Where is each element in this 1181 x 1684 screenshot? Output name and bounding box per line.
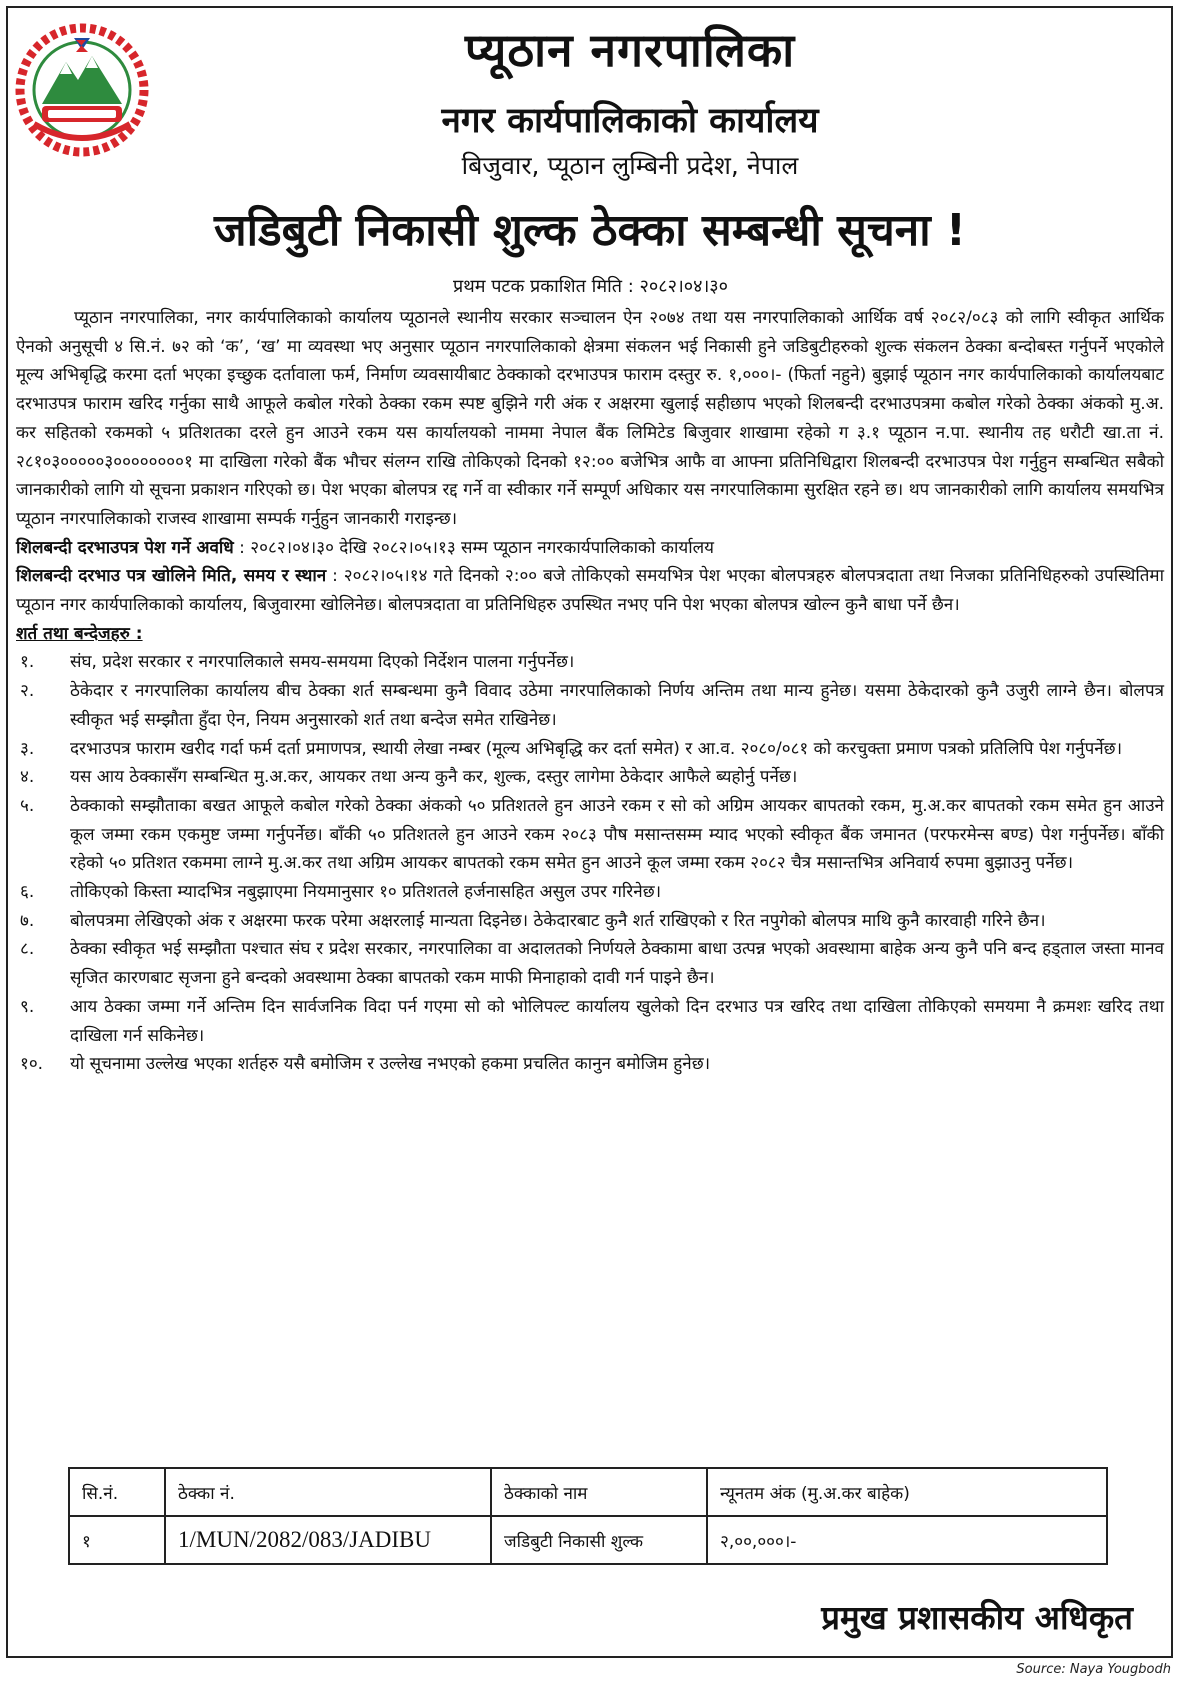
condition-text: तोकिएको किस्ता म्यादभित्र नबुझाएमा नियमानुसार १० प्रतिशतले हर्जनासहित असुल उपर गरिनेछ। [70,882,662,903]
condition-text: ठेकेदार र नगरपालिका कार्यालय बीच ठेक्का शर्त सम्बन्धमा कुनै विवाद उठेमा नगरपालिकाको निर्णय अन्तिम तथा मान्य हुनेछ। यसमा ठेकेदारको कुनै उजुरी लाग्ने छैन। बोलपत्र स्वीकृत भई सम्झौता हुँदा ऐन, नियम अनुसारको शर्त तथा बन्देज समेत राखिनेछ। [70,681,1164,730]
condition-number: ९. [20,996,35,1017]
col-tender-name-header: ठेक्काको नाम [491,1468,707,1516]
table-row [69,1516,1107,1564]
condition-number: ५. [20,795,35,816]
conditions-list [16,648,1164,1079]
cell-tender-name: जडिबुटी निकासी शुल्क [491,1516,707,1564]
org-name: प्यूठान नगरपालिका [464,23,796,77]
office-name: नगर कार्यपालिकाको कार्यालय [441,101,819,141]
submission-label: शिलबन्दी दरभाउपत्र पेश गर्ने अवधि [16,537,234,558]
condition-text: ठेक्काको सम्झौताका बखत आफूले कबोल गरेको ठेक्का अंकको ५० प्रतिशतले हुन आउने रकम र सो को अग्रिम आयकर बापतको रकम, मु.अ.कर बापतको रकम समेत हुन आउने कूल जम्मा रकम एकमुष्ट जम्मा गर्नुपर्नेछ। बाँकी ५० प्रतिशतले हुन आउने रकम २०८३ पौष मसान्तसम्म म्याद भएको स्वीकृत बैंक जमानत (परफरमेन्स बण्ड) पेश गर्नुपर्नेछ। बाँकी रहेको ५० प्रतिशत रकममा लाग्ने मु.अ.कर तथा अग्रिम आयकर बापतको रकम समेत हुन आउने कूल जम्मा रकम २०८२ चैत्र मसान्तभित्र अनिवार्य रुपमा बुझाउनु पर्नेछ। [70,795,1164,874]
source-credit: Source: Naya Yougbodh [1016,1662,1171,1677]
cell-serial: १ [69,1516,165,1564]
cell-tender-no: 1/MUN/2082/083/JADIBU [165,1516,491,1564]
condition-text: बोलपत्रमा लेखिएको अंक र अक्षरमा फरक परेमा अक्षरलाई मान्यता दिइनेछ। ठेकेदारबाट कुनै शर्त राखिएको र रित नपुगेको बोलपत्र माथि कुनै कारवाही गरिने छैन। [70,910,1046,931]
condition-text: आय ठेक्का जम्मा गर्ने अन्तिम दिन सार्वजनिक विदा पर्न गएमा सो को भोलिपल्ट कार्यालय खुलेको दिन दरभाउ पत्र खरिद तथा दाखिला तोकिएको समयमा नै क्रमशः खरिद तथा दाखिला गर्न सकिनेछ। [70,996,1164,1046]
condition-number: ३. [20,738,35,759]
opening-label: शिलबन्दी दरभाउ पत्र खोलिने मिति, समय र स्थान [16,566,327,587]
signatory-title: प्रमुख प्रशासकीय अधिकृत [821,1598,1133,1637]
conditions-heading: शर्त तथा बन्देजहरु : [16,623,143,644]
condition-text: दरभाउपत्र फाराम खरीद गर्दा फर्म दर्ता प्रमाणपत्र, स्थायी लेखा नम्बर (मूल्य अभिबृद्धि कर दर्ता समेत) र आ.व. २०८०/०८१ को करचुक्ता प्रमाण पत्रको प्रतिलिपि पेश गर्नुपर्नेछ। [70,738,1123,759]
office-address: बिजुवार, प्यूठान लुम्बिनी प्रदेश, नेपाल [461,151,799,180]
col-serial-header: सि.नं. [69,1468,165,1516]
table-header-row [69,1468,1107,1516]
condition-text: संघ, प्रदेश सरकार र नगरपालिकाले समय-समयमा दिएको निर्देशन पालना गर्नुपर्नेछ। [70,652,575,673]
condition-item [16,677,1164,734]
cell-min-amount: २,००,०००।- [707,1516,1107,1564]
condition-item [16,648,1164,677]
notice-title: जडिबुटी निकासी शुल्क ठेक्का सम्बन्धी सूचना ! [214,205,966,256]
condition-item [16,792,1164,878]
condition-text: ठेक्का स्वीकृत भई सम्झौता पश्चात संघ र प्रदेश सरकार, नगरपालिका वा अदालतको निर्णयले ठेक्कामा बाधा उत्पन्न भएको अवस्थामा बाहेक अन्य कुनै पनि बन्द हड्ताल जस्ता मानव सृजित कारणबाट सृजना हुने बन्दको अवस्थामा ठेक्का बापतको रकम माफी मिनाहाको दावी गर्न पाइने छैन। [70,939,1164,989]
opening-text: : २०८२।०५।१४ गते दिनको २:०० बजे तोकिएको समयभित्र पेश भएका बोलपत्रहरु बोलपत्रदाता तथा निजका प्रतिनिधिहरुको उपस्थितिमा प्यूठान नगर कार्यपालिकाको कार्यालय, बिजुवारमा खोलिनेछ। बोलपत्रदाता वा प्रतिनिधिहरु उपस्थित नभए पनि पेश भएका बोलपत्र खोल्न कुनै बाधा पर्ने छैन। [16,566,1164,616]
condition-text: यस आय ठेक्कासँग सम्बन्धित मु.अ.कर, आयकर तथा अन्य कुनै कर, शुल्क, दस्तुर लागेमा ठेकेदार आफैले ब्यहोर्नु पर्नेछ। [70,767,798,788]
condition-item [16,735,1164,764]
condition-item [16,907,1164,936]
submission-text: : २०८२।०४।३० देखि २०८२।०५।१३ सम्म प्यूठान नगरकार्यपालिकाको कार्यालय [233,537,714,558]
notice-body [16,304,1164,1079]
publish-date: प्रथम पटक प्रकाशित मिति : २०८२।०४।३० [452,276,729,297]
submission-period [16,534,1164,563]
condition-text: यो सूचनामा उल्लेख भएका शर्तहरु यसै बमोजिम र उल्लेख नभएको हकमा प्रचलित कानुन बमोजिम हुनेछ। [70,1054,711,1075]
intro-paragraph: प्यूठान नगरपालिका, नगर कार्यपालिकाको कार्यालय प्यूठानले स्थानीय सरकार सञ्चालन ऐन २०७४ तथा यस नगरपालिकाको आर्थिक वर्ष २०८२/०८३ को लागि स्वीकृत आर्थिक ऐनको अनुसूची ४ सि.नं. ७२ को ‘क’, ‘ख’ मा व्यवस्था भए अनुसार प्यूठान नगरपालिकाको क्षेत्रमा संकलन भई निकासी हुने जडिबुटीहरुको शुल्क संकलन ठेक्का बन्दोबस्त गर्नुपर्ने भएकोले मूल्य अभिबृद्धि करमा दर्ता भएका इच्छुक दर्तावाला फर्म, निर्माण व्यवसायीबाट ठेक्काको दरभाउपत्र फाराम दस्तुर रु. १,०००।- (फिर्ता नहुने) बुझाई प्यूठान नगर कार्यपालिकाको कार्यालयबाट दरभाउपत्र फाराम खरिद गर्नुका साथै आफूले कबोल गरेको ठेक्का रकम स्पष्ट बुझिने गरी अंक र अक्षरमा खुलाई सहीछाप भएको शिलबन्दी दरभाउपत्रमा कबोल गरेको ठेक्का अंकको मु.अ. कर सहितको रकमको ५ प्रतिशतका दरले हुन आउने रकम यस कार्यालयको नाममा नेपाल बैंक लिमिटेड बिजुवार शाखामा रहेको ग ३.१ प्यूठान न.पा. स्थानीय तह धरौटी खा.ता नं. २८१०३०००००३००००००००१ मा दाखिला गरेको बैंक भौचर संलग्न राखि तोकिएको दिनको १२:०० बजेभित्र आफै वा आफ्ना प्रतिनिधिद्वारा शिलबन्दी दरभाउपत्र पेश गर्नुहुन सम्बन्धित सबैको जानकारीको लागि यो सूचना प्रकाशन गरिएको छ। पेश भएका बोलपत्र रद्द गर्ने वा स्वीकार गर्ने सम्पूर्ण अधिकार यस नगरपालिकामा सुरक्षित रहने छ। थप जानकारीको लागि कार्यालय समयभित्र प्यूठान नगरपालिकाको राजस्व शाखामा सम्पर्क गर्नुहुन जानकारी गराइन्छ। [16,308,1164,529]
condition-item [16,993,1164,1050]
condition-number: १०. [20,1054,44,1075]
condition-item [16,935,1164,992]
condition-item [16,878,1164,907]
condition-item [16,1050,1164,1079]
col-min-amount-header: न्यूनतम अंक (मु.अ.कर बाहेक) [707,1468,1107,1516]
col-tender-no-header: ठेक्का नं. [165,1468,491,1516]
condition-number: ८. [20,939,35,960]
condition-number: ६. [20,882,35,903]
nepal-emblem-icon [14,22,150,158]
condition-item [16,763,1164,792]
condition-number: ७. [20,910,35,931]
tender-table [68,1467,1108,1565]
opening-info [16,562,1164,619]
condition-number: ४. [20,767,35,788]
condition-number: १. [20,652,35,673]
condition-number: २. [20,681,35,702]
